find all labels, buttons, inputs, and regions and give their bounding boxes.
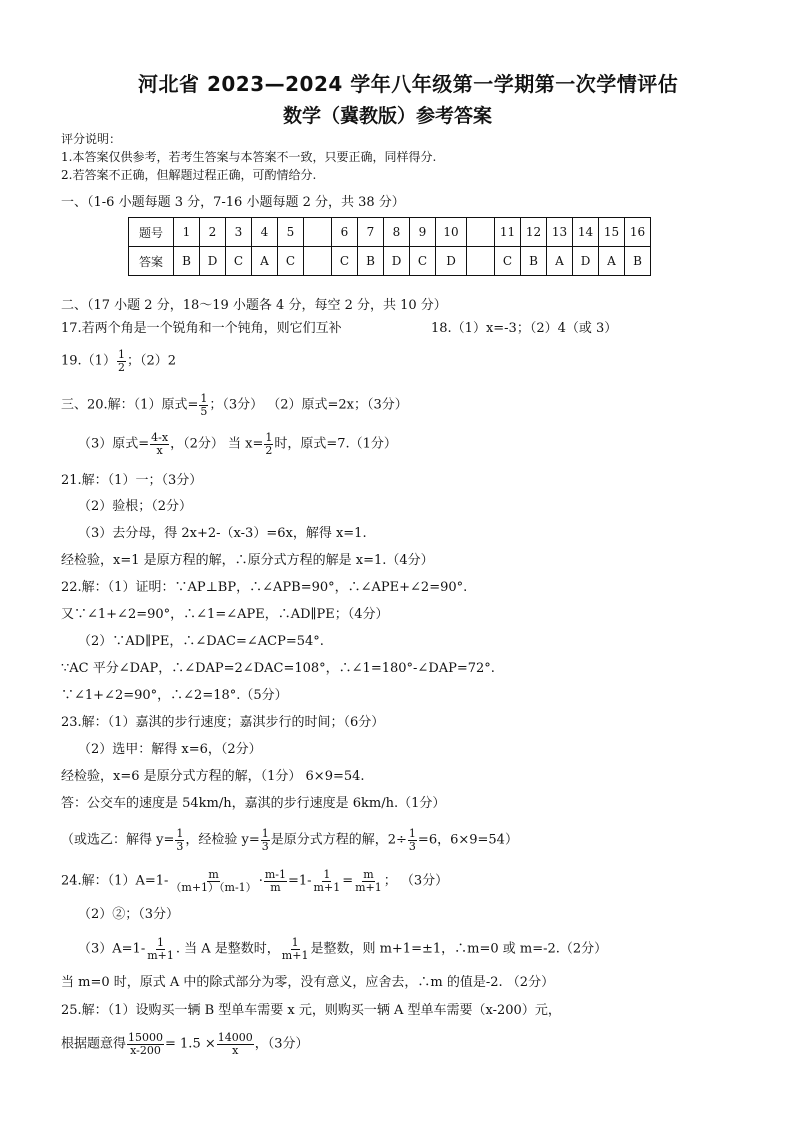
table-gap: [467, 218, 495, 247]
fraction: [127, 1032, 164, 1056]
q20-text: ，（2分） 当 x=: [170, 436, 264, 452]
q24-line-4: 当 m=0 时，原式 A 中的除式部分为零，没有意义，应舍去，∴m 的值是-2. （2分）: [61, 975, 555, 990]
fraction-numerator: m: [363, 868, 374, 881]
table-cell: 12: [521, 218, 547, 247]
fraction-denominator: 3: [176, 839, 184, 853]
table-cell: 11: [495, 218, 521, 247]
fraction: [281, 937, 310, 961]
fraction-denominator: 5: [200, 404, 208, 418]
fraction-denominator: x: [156, 443, 163, 457]
q25-text: 根据题意得: [61, 1036, 127, 1052]
notes-heading: 评分说明：: [61, 132, 122, 146]
table-row-questions: [129, 218, 651, 247]
table-cell: C: [226, 247, 252, 276]
table-cell: C: [495, 247, 521, 276]
table-gap: [467, 247, 495, 276]
table-cell: B: [358, 247, 384, 276]
table-cell: 2: [200, 218, 226, 247]
q22-line-2: 又∵∠1+∠2=90°，∴∠1=∠APE，∴AD∥PE；（4分）: [61, 607, 389, 622]
q24-text: 是整数，则 m+1=±1，∴m=0 或 m=-2.（2分）: [310, 941, 608, 957]
section1-heading: 一、（1-6 小题每题 3 分，7-16 小题每题 2 分，共 38 分）: [61, 195, 405, 210]
q23-text: =6，6×9=54）: [417, 832, 518, 848]
fraction: [261, 828, 270, 852]
fraction-numerator: 15000: [128, 1031, 164, 1044]
q25-line-2: [61, 1032, 309, 1056]
table-cell: D: [384, 247, 410, 276]
table-row-answers: [129, 247, 651, 276]
q22-line-1: 22.解：（1）证明：∵AP⊥BP，∴∠APB=90°，∴∠APE+∠2=90°.: [61, 580, 468, 595]
fraction: [169, 869, 257, 893]
fraction-numerator: 1: [291, 936, 299, 949]
table-cell: B: [174, 247, 200, 276]
q23-line-1: 23.解：（1）嘉淇的步行速度；嘉淇步行的时间；（6分）: [61, 715, 385, 730]
fraction: [264, 869, 287, 893]
q20-text: 三、20.解：（1）原式=: [61, 397, 199, 413]
table-cell: A: [599, 247, 625, 276]
table-cell: C: [278, 247, 304, 276]
page-title: 河北省 2023—2024 学年八年级第一学期第一次学情评估: [138, 72, 679, 96]
table-cell: 15: [599, 218, 625, 247]
fraction-denominator: x-200: [130, 1043, 161, 1057]
fraction: [150, 432, 169, 456]
q24-text: （3）A=1-: [78, 941, 146, 957]
q22-line-4: ∵AC 平分∠DAP，∴∠DAP=2∠DAC=108°，∴∠1=180°-∠DAP=72°.: [61, 661, 495, 676]
notes-line-1: 1.本答案仅供参考，若考生答案与本答案不一致，只要正确，同样得分.: [61, 150, 437, 164]
fraction-denominator: m+1: [355, 880, 382, 894]
table-cell: B: [625, 247, 651, 276]
q25-text: ，（3分）: [254, 1036, 309, 1052]
fraction-denominator: m+1: [147, 948, 174, 962]
q25-line-1: 25.解：（1）设购买一辆 B 型单车需要 x 元，则购买一辆 A 型单车需要（x-200）元，: [61, 1003, 561, 1018]
q24-text: ； （3分）: [383, 873, 449, 889]
table-cell: B: [521, 247, 547, 276]
fraction-numerator: 1: [261, 827, 269, 840]
q23-text: 是原分式方程的解，2÷: [270, 832, 407, 848]
fraction-numerator: 1: [117, 348, 125, 361]
q24-text: ·: [258, 873, 263, 889]
fraction-numerator: 1: [176, 827, 184, 840]
q24-text: 24.解：（1）A=1-: [61, 873, 169, 889]
fraction: [408, 828, 417, 852]
fraction: [264, 432, 273, 456]
section2-heading: 二、（17 小题 2 分，18～19 小题各 4 分，每空 2 分，共 10 分）: [61, 298, 447, 313]
q22-line-5: ∵∠1+∠2=90°，∴∠2=18°.（5分）: [61, 688, 288, 703]
fraction-numerator: 4-x: [151, 431, 169, 444]
table-cell: D: [573, 247, 599, 276]
fraction-denominator: 2: [117, 360, 125, 374]
notes-line-2: 2.若答案不正确，但解题过程正确，可酌情给分.: [61, 168, 317, 182]
fraction-numerator: m-1: [264, 868, 286, 881]
q18-answer: 18.（1）x=-3；（2）4（或 3）: [431, 321, 618, 336]
table-cell: 9: [410, 218, 436, 247]
table-cell: 16: [625, 218, 651, 247]
fraction-denominator: m+1: [281, 948, 309, 962]
q19-answer: [61, 349, 176, 373]
fraction-denominator: m+1: [313, 880, 341, 894]
fraction-numerator: m: [208, 868, 219, 881]
q24-text: . 当 A 是整数时，: [175, 941, 280, 957]
table-cell: 6: [332, 218, 358, 247]
row-label-answer: 答案: [129, 247, 174, 276]
q17-answer: 17.若两个角是一个锐角和一个钝角，则它们互补: [61, 321, 342, 336]
fraction: [313, 869, 342, 893]
fraction-numerator: 1: [200, 392, 208, 405]
q20-text: ；（3分） （2）原式=2x；（3分）: [209, 397, 408, 413]
table-cell: A: [547, 247, 573, 276]
fraction-denominator: （m+1）（m-1）: [170, 880, 257, 894]
q25-text: = 1.5 ×: [165, 1036, 216, 1052]
fraction-numerator: 1: [408, 827, 416, 840]
table-cell: D: [200, 247, 226, 276]
fraction: [146, 937, 175, 961]
q20-line-2: [78, 432, 397, 456]
fraction-denominator: 3: [408, 839, 416, 853]
q23-text: ，经检验 y=: [185, 832, 260, 848]
fraction: [354, 869, 383, 893]
q21-line-3: （3）去分母，得 2x+2-（x-3）=6x，解得 x=1.: [78, 526, 367, 541]
table-cell: D: [436, 247, 467, 276]
table-cell: A: [252, 247, 278, 276]
q21-line-1: 21.解：（1）一；（3分）: [61, 473, 203, 488]
q21-line-4: 经检验，x=1 是原方程的解，∴原分式方程的解是 x=1.（4分）: [61, 553, 434, 568]
q20-text: 时，原式=7.（1分）: [274, 436, 397, 452]
q24-line-1: [61, 869, 448, 893]
q23-line-2: （2）选甲：解得 x=6，（2分）: [78, 742, 262, 757]
fraction-denominator: x: [232, 1043, 239, 1057]
table-cell: C: [410, 247, 436, 276]
fraction-denominator: m: [270, 880, 281, 894]
table-cell: 13: [547, 218, 573, 247]
q20-line-1: [61, 393, 408, 417]
table-cell: 4: [252, 218, 278, 247]
answer-table: [128, 217, 651, 276]
fraction-numerator: 1: [157, 936, 165, 949]
table-cell: 3: [226, 218, 252, 247]
fraction: [217, 1032, 254, 1056]
fraction-denominator: 3: [261, 839, 269, 853]
table-gap: [304, 247, 332, 276]
q24-text: =1-: [287, 873, 312, 889]
q20-text: （3）原式=: [78, 436, 150, 452]
table-cell: 7: [358, 218, 384, 247]
q24-line-3: [78, 937, 607, 961]
q24-text: =: [342, 873, 354, 889]
fraction-numerator: 1: [265, 431, 273, 444]
row-label-question: 题号: [129, 218, 174, 247]
q24-line-2: （2）②；（3分）: [78, 907, 180, 922]
fraction: [117, 349, 126, 373]
q19-text: ；（2）2: [126, 353, 176, 369]
fraction-denominator: 2: [265, 443, 273, 457]
q23-text: （或选乙：解得 y=: [61, 832, 175, 848]
fraction-numerator: 1: [323, 868, 331, 881]
table-cell: 8: [384, 218, 410, 247]
table-cell: 1: [174, 218, 200, 247]
q23-line-3: 经检验，x=6 是原分式方程的解，（1分） 6×9=54.: [61, 769, 365, 784]
q22-line-3: （2）∵AD∥PE，∴∠DAC=∠ACP=54°.: [78, 634, 324, 649]
table-cell: 14: [573, 218, 599, 247]
table-gap: [304, 218, 332, 247]
q19-text: 19.（1）: [61, 353, 116, 369]
q21-line-2: （2）验根；（2分）: [78, 499, 193, 514]
page-subtitle: 数学（冀教版）参考答案: [283, 105, 493, 127]
table-cell: 5: [278, 218, 304, 247]
table-cell: C: [332, 247, 358, 276]
q23-line-5: [61, 828, 518, 852]
fraction: [175, 828, 184, 852]
fraction-numerator: 14000: [217, 1031, 253, 1044]
fraction: [199, 393, 208, 417]
q23-line-4: 答：公交车的速度是 54km/h，嘉淇的步行速度是 6km/h.（1分）: [61, 796, 446, 811]
table-cell: 10: [436, 218, 467, 247]
